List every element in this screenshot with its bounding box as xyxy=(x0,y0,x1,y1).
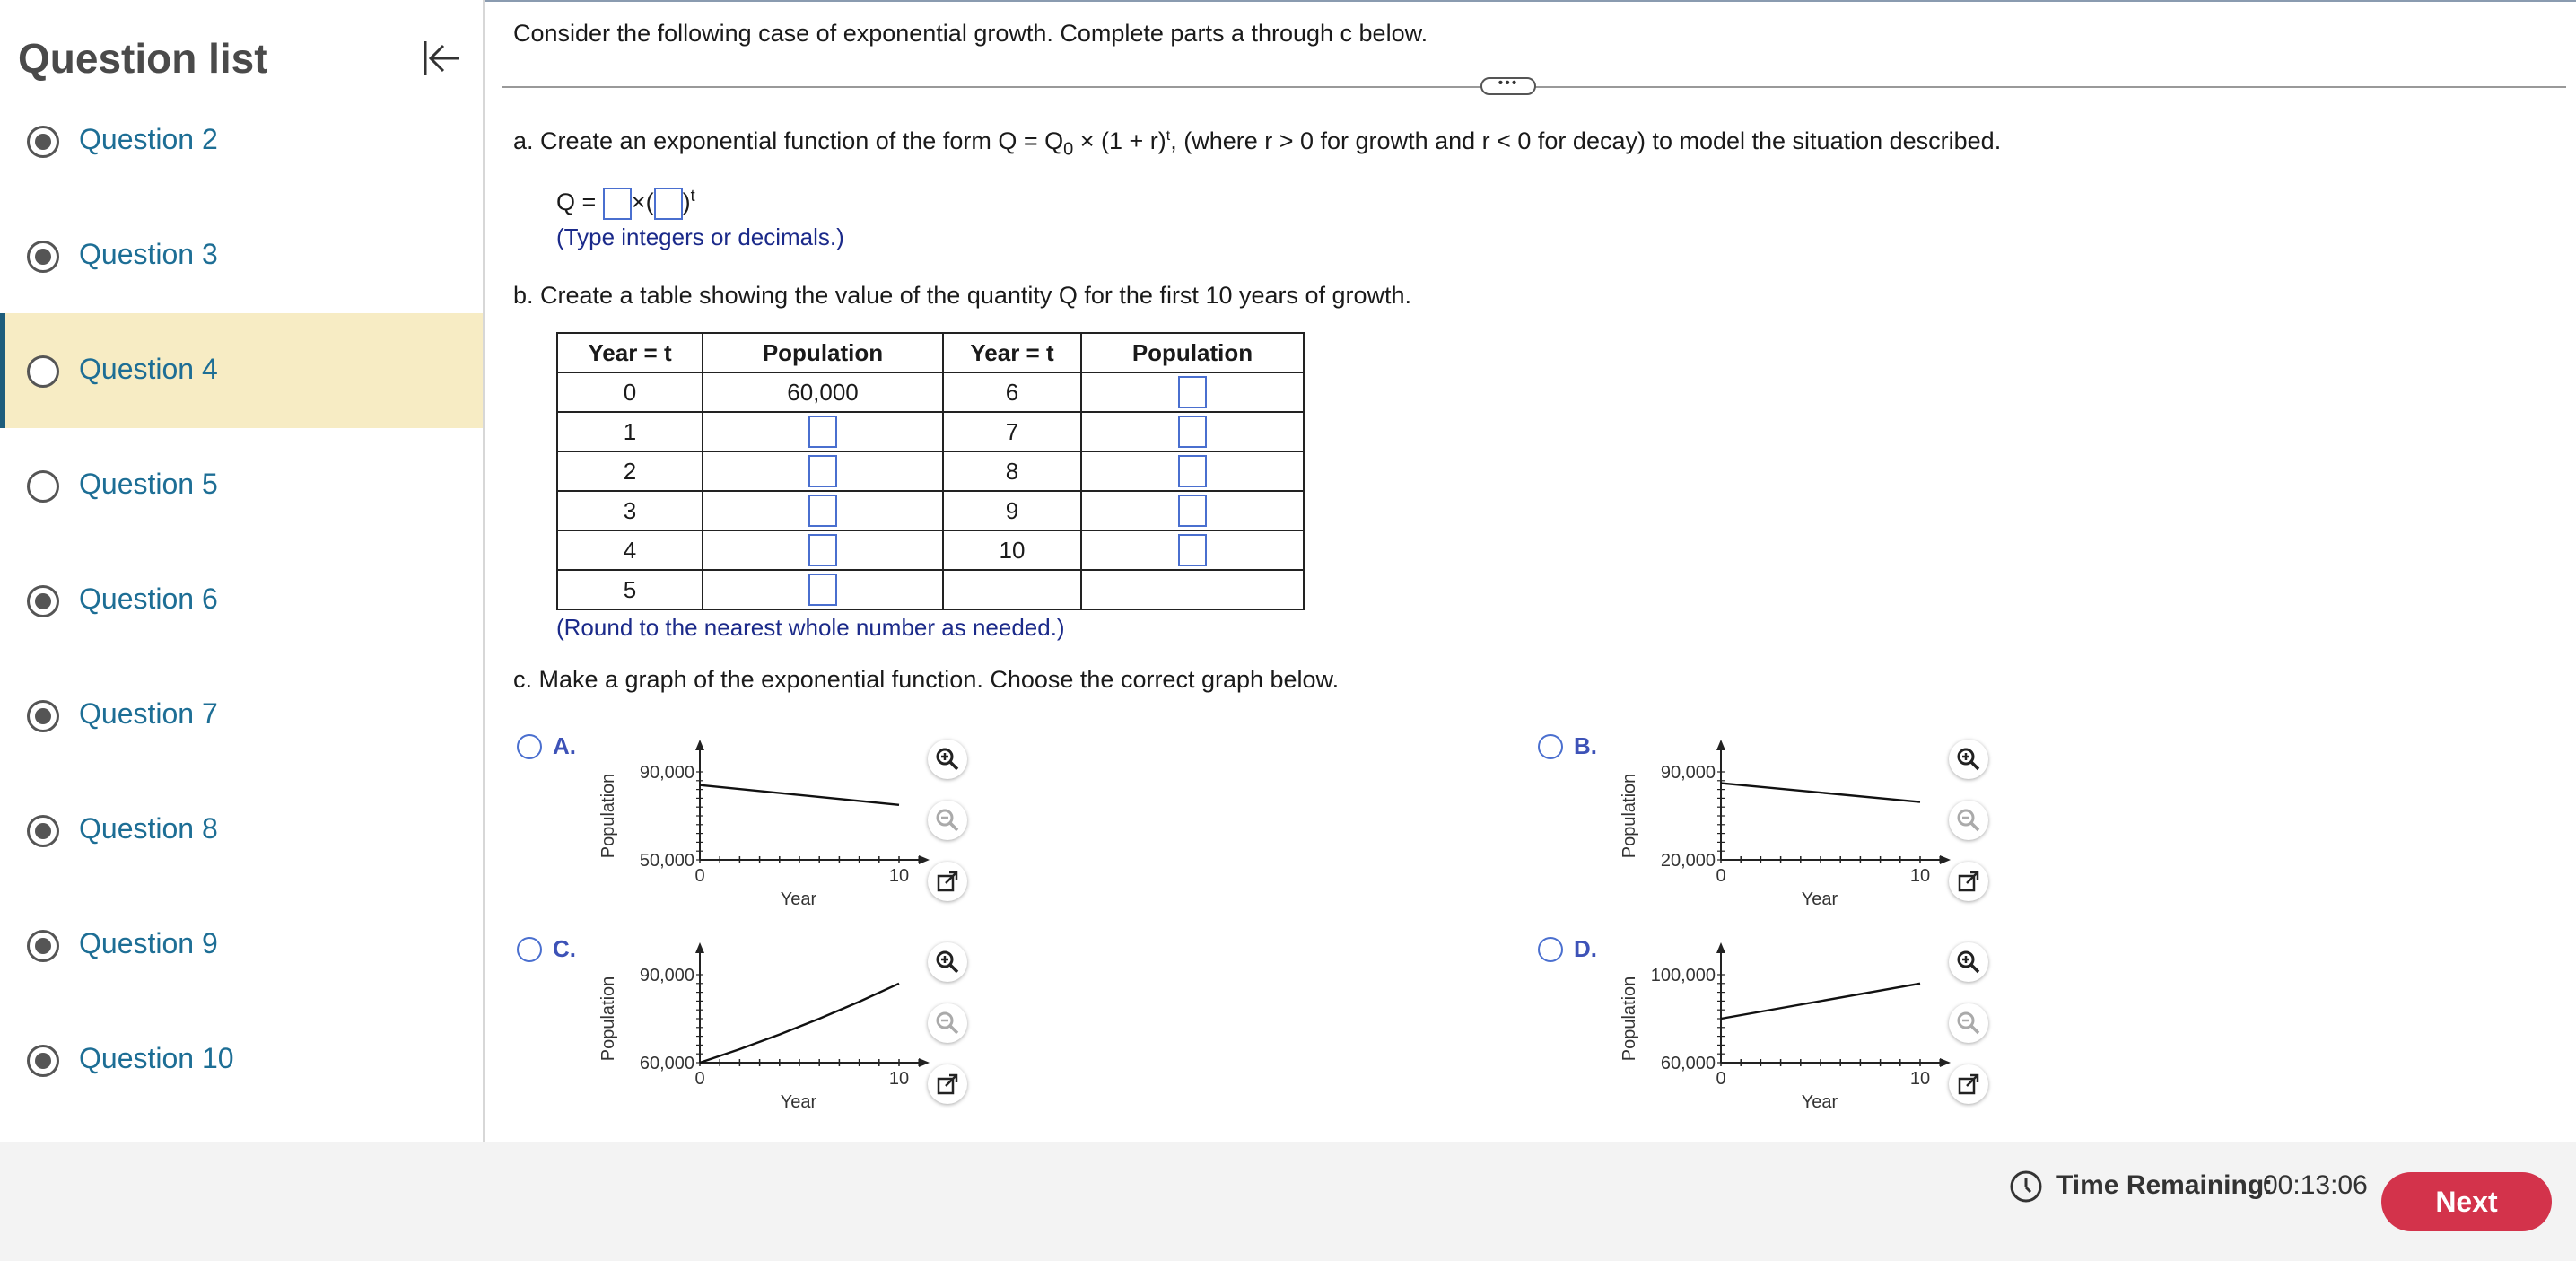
series-line xyxy=(700,785,899,805)
zoom-out-button[interactable] xyxy=(1949,1003,1988,1043)
zoom-out-icon xyxy=(1956,808,1981,833)
unanswered-status-icon xyxy=(27,470,59,503)
y-axis-label: Population xyxy=(598,976,618,1062)
answered-status-icon xyxy=(27,1045,59,1077)
y-tick-label-max: 90,000 xyxy=(639,763,694,783)
table-row xyxy=(557,372,1304,412)
sidebar-item-question-7[interactable] xyxy=(0,658,483,773)
expand-more-button[interactable]: ••• xyxy=(1480,77,1536,95)
population-cell xyxy=(1081,372,1304,412)
y-tick-label-min: 20,000 xyxy=(1660,851,1716,871)
timer-label: Time Remaining: xyxy=(2056,1170,2274,1200)
popout-button[interactable] xyxy=(928,862,967,901)
question-label: Question 10 xyxy=(79,1042,234,1074)
question-label: Question 2 xyxy=(79,123,218,155)
question-label: Question 7 xyxy=(79,697,218,730)
y-axis-arrow xyxy=(1716,740,1725,750)
zoom-in-icon xyxy=(1956,747,1981,772)
external-link-icon xyxy=(935,869,960,894)
col-header: Population xyxy=(703,333,943,372)
clock-icon xyxy=(2008,1169,2044,1204)
popout-button[interactable] xyxy=(928,1064,967,1104)
year-cell: 5 xyxy=(557,570,703,609)
y-axis-label: Population xyxy=(1620,773,1639,859)
part-b-hint: (Round to the nearest whole number as needed.) xyxy=(556,614,1065,641)
year-cell: 6 xyxy=(943,372,1081,412)
x-tick-label: 10 xyxy=(888,866,910,886)
external-link-icon xyxy=(1956,869,1981,894)
sidebar-item-question-10[interactable] xyxy=(0,1003,483,1117)
question-label: Question 3 xyxy=(79,238,218,270)
zoom-in-button[interactable] xyxy=(928,942,967,982)
equation-exponent: t xyxy=(690,187,695,205)
equation-close-paren: ) xyxy=(682,188,691,215)
population-input-5[interactable] xyxy=(808,574,837,606)
option-b-radio[interactable] xyxy=(1538,734,1563,759)
y-axis-label: Population xyxy=(598,773,618,859)
y-tick-label-min: 50,000 xyxy=(639,851,694,871)
question-label: Question 8 xyxy=(79,812,218,845)
sidebar-title: Question list xyxy=(18,35,268,82)
table-row xyxy=(557,491,1304,530)
sidebar-item-question-6[interactable] xyxy=(0,543,483,658)
x-axis-arrow xyxy=(1940,855,1951,864)
sidebar-item-question-2[interactable] xyxy=(0,83,483,198)
table-row xyxy=(557,530,1304,570)
part-a-hint: (Type integers or decimals.) xyxy=(556,223,844,250)
part-a-superscript: t xyxy=(1166,128,1171,144)
population-cell xyxy=(1081,491,1304,530)
part-a-text-end: , (where r > 0 for growth and r < 0 for decay) to model the situation described. xyxy=(1170,127,2002,154)
zoom-in-button[interactable] xyxy=(1949,942,1988,982)
col-header: Population xyxy=(1081,333,1304,372)
zoom-out-icon xyxy=(1956,1011,1981,1036)
year-cell: 1 xyxy=(557,412,703,451)
external-link-icon xyxy=(935,1072,960,1097)
year-cell: 3 xyxy=(557,491,703,530)
sidebar-item-question-9[interactable] xyxy=(0,888,483,1003)
part-b-prompt: b. Create a table showing the value of the quantity Q for the first 10 years of growth. xyxy=(513,282,1412,309)
active-indicator xyxy=(0,313,5,428)
question-label: Question 4 xyxy=(79,353,218,385)
function-equation xyxy=(556,187,844,251)
col-header: Year = t xyxy=(557,333,703,372)
population-input-8[interactable] xyxy=(1178,455,1207,487)
series-line xyxy=(700,984,899,1063)
y-tick-label-max: 100,000 xyxy=(1650,966,1716,985)
unanswered-status-icon xyxy=(27,355,59,388)
population-cell xyxy=(703,530,943,570)
year-cell: 9 xyxy=(943,491,1081,530)
year-cell: 0 xyxy=(557,372,703,412)
option-letter: B. xyxy=(1574,732,1597,759)
part-c-prompt: c. Make a graph of the exponential function. Choose the correct graph below. xyxy=(513,666,1340,693)
part-a-text: a. Create an exponential function of the form Q = Q xyxy=(513,127,1064,154)
population-cell xyxy=(703,451,943,491)
zoom-in-icon xyxy=(935,747,960,772)
collapse-left-icon xyxy=(418,36,467,81)
population-cell xyxy=(1081,412,1304,451)
x-tick-label: 0 xyxy=(694,1069,705,1089)
footer-bar xyxy=(0,1142,2576,1261)
y-tick-label-min: 60,000 xyxy=(639,1054,694,1073)
year-cell xyxy=(943,570,1081,609)
y-axis-label: Population xyxy=(1620,976,1639,1062)
x-axis-label: Year xyxy=(780,1092,817,1112)
year-cell: 4 xyxy=(557,530,703,570)
population-cell xyxy=(703,570,943,609)
question-intro: Consider the following case of exponential growth. Complete parts a through c below. xyxy=(513,20,1428,47)
timer-value: 00:13:06 xyxy=(2263,1170,2368,1200)
next-button[interactable]: Next xyxy=(2381,1172,2552,1231)
population-input-3[interactable] xyxy=(808,495,837,527)
option-letter: D. xyxy=(1574,935,1597,962)
y-axis-arrow xyxy=(695,740,704,750)
equation-left: Q = xyxy=(556,188,597,215)
population-input-1[interactable] xyxy=(808,416,837,448)
y-axis-arrow xyxy=(1716,942,1725,953)
graph-option-a xyxy=(583,736,910,915)
graph-option-d xyxy=(1604,939,1931,1118)
y-axis-arrow xyxy=(695,942,704,953)
year-cell: 2 xyxy=(557,451,703,491)
q0-input[interactable] xyxy=(603,188,632,220)
answered-status-icon xyxy=(27,930,59,962)
external-link-icon xyxy=(1956,1072,1981,1097)
growth-factor-input[interactable] xyxy=(654,188,683,220)
zoom-in-icon xyxy=(1956,950,1981,975)
series-line xyxy=(1721,984,1920,1019)
question-list-sidebar xyxy=(0,0,483,1142)
col-header: Year = t xyxy=(943,333,1081,372)
x-axis-label: Year xyxy=(1801,1092,1838,1112)
population-table xyxy=(556,332,1305,610)
x-axis-arrow xyxy=(919,855,930,864)
y-tick-label-min: 60,000 xyxy=(1660,1054,1716,1073)
zoom-out-button[interactable] xyxy=(928,801,967,840)
population-cell xyxy=(1081,530,1304,570)
population-cell xyxy=(703,491,943,530)
table-row xyxy=(557,412,1304,451)
x-axis-label: Year xyxy=(1801,889,1838,909)
collapse-sidebar-button[interactable] xyxy=(418,36,467,81)
answered-status-icon xyxy=(27,700,59,732)
population-input-10[interactable] xyxy=(1178,534,1207,566)
option-a-radio[interactable] xyxy=(517,734,542,759)
x-tick-label: 10 xyxy=(1909,1069,1931,1089)
x-tick-label: 0 xyxy=(1716,1069,1726,1089)
question-label: Question 5 xyxy=(79,468,218,500)
part-a-prompt xyxy=(513,127,2001,160)
sidebar-item-question-8[interactable] xyxy=(0,773,483,888)
table-header-row xyxy=(557,333,1304,372)
population-cell xyxy=(1081,570,1304,609)
option-d-radio[interactable] xyxy=(1538,937,1563,962)
population-cell: 60,000 xyxy=(703,372,943,412)
question-panel xyxy=(485,0,2576,1142)
zoom-in-button[interactable] xyxy=(928,740,967,779)
answered-status-icon xyxy=(27,585,59,617)
x-axis-arrow xyxy=(1940,1058,1951,1067)
population-input-4[interactable] xyxy=(808,534,837,566)
x-tick-label: 10 xyxy=(1909,866,1931,886)
graph-option-b xyxy=(1604,736,1931,915)
zoom-in-button[interactable] xyxy=(1949,740,1988,779)
population-input-9[interactable] xyxy=(1178,495,1207,527)
table-row xyxy=(557,451,1304,491)
population-input-2[interactable] xyxy=(808,455,837,487)
population-input-6[interactable] xyxy=(1178,376,1207,408)
y-tick-label-max: 90,000 xyxy=(1660,763,1716,783)
answered-status-icon xyxy=(27,126,59,158)
population-cell xyxy=(1081,451,1304,491)
popout-button[interactable] xyxy=(1949,862,1988,901)
zoom-out-button[interactable] xyxy=(1949,801,1988,840)
x-axis-label: Year xyxy=(780,889,817,909)
part-a-subscript: 0 xyxy=(1063,139,1074,160)
population-input-7[interactable] xyxy=(1178,416,1207,448)
population-cell xyxy=(703,412,943,451)
sidebar-item-question-3[interactable] xyxy=(0,198,483,313)
year-cell: 8 xyxy=(943,451,1081,491)
part-a-text-mid: × (1 + r) xyxy=(1073,127,1166,154)
answered-status-icon xyxy=(27,241,59,273)
graph-option-c xyxy=(583,939,910,1118)
option-letter: A. xyxy=(553,732,576,759)
question-label: Question 9 xyxy=(79,927,218,959)
popout-button[interactable] xyxy=(1949,1064,1988,1104)
zoom-in-icon xyxy=(935,950,960,975)
question-label: Question 6 xyxy=(79,582,218,615)
x-tick-label: 0 xyxy=(1716,866,1726,886)
zoom-out-icon xyxy=(935,1011,960,1036)
sidebar-item-question-5[interactable] xyxy=(0,428,483,543)
x-axis-arrow xyxy=(919,1058,930,1067)
zoom-out-icon xyxy=(935,808,960,833)
x-tick-label: 0 xyxy=(694,866,705,886)
table-row xyxy=(557,570,1304,609)
series-line xyxy=(1721,784,1920,802)
year-cell: 10 xyxy=(943,530,1081,570)
answered-status-icon xyxy=(27,815,59,847)
option-letter: C. xyxy=(553,935,576,962)
option-c-radio[interactable] xyxy=(517,937,542,962)
sidebar-item-question-4[interactable] xyxy=(0,313,483,428)
zoom-out-button[interactable] xyxy=(928,1003,967,1043)
y-tick-label-max: 90,000 xyxy=(639,966,694,985)
x-tick-label: 10 xyxy=(888,1069,910,1089)
equation-times: ×( xyxy=(631,188,654,215)
year-cell: 7 xyxy=(943,412,1081,451)
